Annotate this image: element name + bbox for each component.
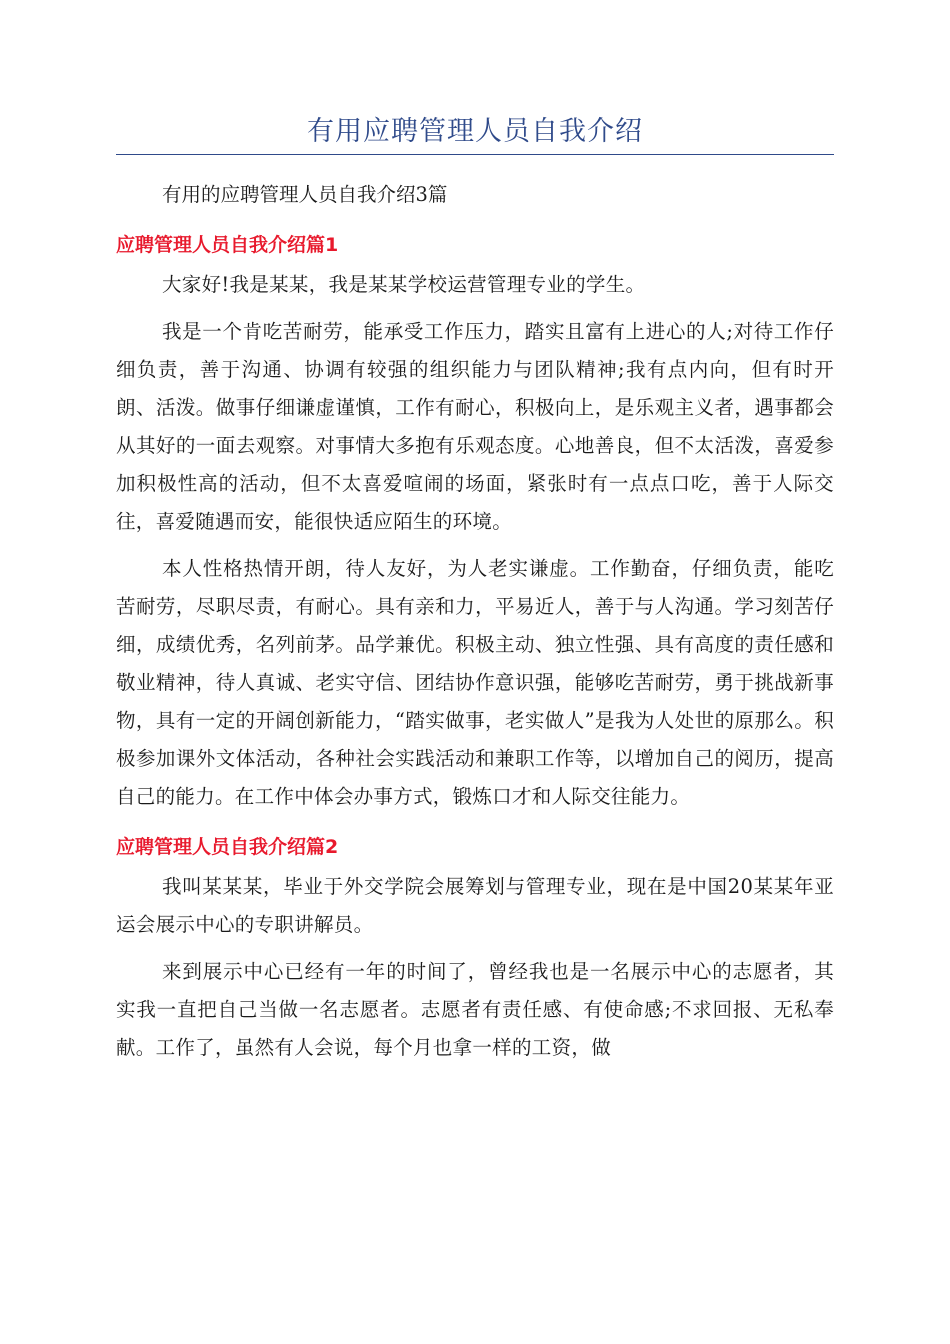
section-heading: 应聘管理人员自我介绍篇1 [116,234,339,256]
document-subtitle: 有用的应聘管理人员自我介绍3篇 [162,183,448,206]
paragraph: 本人性格热情开朗，待人友好，为人老实谦虚。工作勤奋，仔细负责，能吃苦耐劳，尽职尽责，有耐心。具有亲和力，平易近人，善于与人沟通。学习刻苦仔细，成绩优秀，名列前茅。品学兼优。积极主动、独立性强、具有高度的责任感和敬业精神，待人真诚、老实守信、团结协作意识强，能够吃苦耐劳，勇于挑战新事物，具有一定的开阔创新能力，“踏实做事，老实做人”是我为人处世的原那么。积极参加课外文体活动，各种社会实践活动和兼职工作等，以增加自己的阅历，提高自己的能力。在工作中体会办事方式，锻炼口才和人际交往能力。 [116,557,834,808]
document-title: 有用应聘管理人员自我介绍 [307,116,643,147]
paragraph: 我是一个肯吃苦耐劳，能承受工作压力，踏实且富有上进心的人;对待工作仔细负责，善于沟通、协调有较强的组织能力与团队精神;我有点内向，但有时开朗、活泼。做事仔细谦虚谨慎，工作有耐心，积极向上，是乐观主义者，遇事都会从其好的一面去观察。对事情大多抱有乐观态度。心地善良，但不太活泼，喜爱参加积极性高的活动，但不太喜爱喧闹的场面，紧张时有一点点口吃，善于人际交往，喜爱随遇而安，能很快适应陌生的环境。 [116,320,834,533]
section-1 [116,226,834,816]
paragraph: 大家好!我是某某，我是某某学校运营管理专业的学生。 [162,273,646,296]
paragraph: 来到展示中心已经有一年的时间了，曾经我也是一名展示中心的志愿者，其实我一直把自己当做一名志愿者。志愿者有责任感、有使命感;不求回报、无私奉献。工作了，虽然有人会说，每个月也拿一样的工资，做 [116,960,834,1059]
document-body [116,176,834,1076]
section-2 [116,828,834,1067]
title-divider [116,154,834,155]
section-heading: 应聘管理人员自我介绍篇2 [116,836,339,858]
paragraph: 我叫某某某，毕业于外交学院会展筹划与管理专业，现在是中国20某某年亚运会展示中心的专职讲解员。 [116,875,834,936]
